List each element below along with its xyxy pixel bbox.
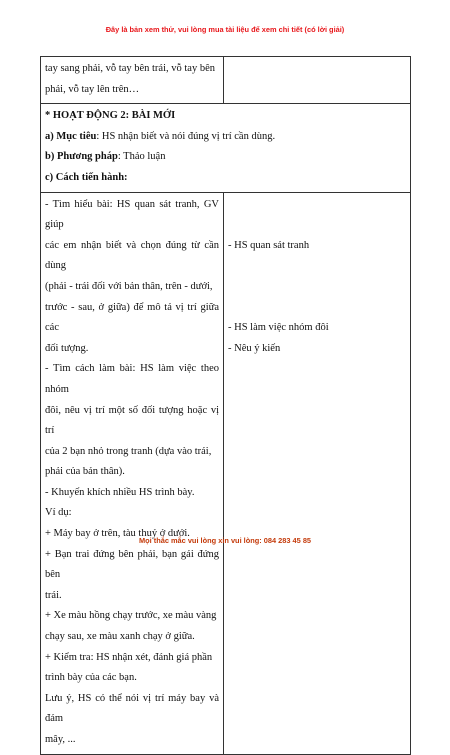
text-line: trái.	[45, 589, 62, 601]
footer-banner: Mọi thắc mắc vui lòng xin vui lòng: 084 283 45 85	[138, 536, 312, 545]
text-line: Lưu ý, HS có thể nói vị trí máy bay và đám	[45, 692, 219, 725]
text-line: mây, ...	[45, 734, 76, 745]
text-line: + Xe màu hồng chạy trước, xe màu vàng	[45, 610, 217, 622]
text-line	[228, 256, 406, 277]
section-row	[41, 104, 411, 192]
goal-label: a) Mục tiêu	[45, 130, 97, 142]
student-cell	[224, 57, 411, 104]
text-line	[228, 277, 406, 298]
text-line: phải, vỗ tay lên trên…	[45, 83, 140, 95]
text-line: - Tìm cách làm bài: HS làm việc theo nhóm	[45, 363, 219, 395]
method-label: b) Phương pháp	[45, 151, 118, 163]
text-line: tay sang phải, vỗ tay bên trái, vỗ tay bên	[45, 63, 215, 74]
text-line: - HS quan sát tranh	[228, 239, 310, 251]
goal-text: : HS nhận biết và nói đúng vị trí cần dùng.	[96, 130, 276, 142]
text-line	[228, 298, 406, 319]
text-line: chạy sau, xe màu xanh chạy ở giữa.	[45, 631, 195, 643]
section-title: * HOẠT ĐỘNG 2: BÀI MỚI	[45, 110, 176, 122]
method-text: : Thảo luận	[117, 151, 166, 163]
text-line: của 2 bạn nhỏ trong tranh (dựa vào trái,	[45, 445, 212, 457]
text-line	[228, 195, 406, 216]
text-line: trước - sau, ở giữa) để mô tả vị trí giữa các	[45, 301, 219, 334]
activity-cell	[41, 57, 224, 104]
table-row	[41, 57, 411, 104]
text-line: - HS làm việc nhóm đôi	[228, 322, 329, 334]
text-line: (phải - trái đối với bản thân, trên - dưới,	[45, 280, 213, 292]
text-line: đối tượng.	[45, 342, 89, 354]
activity-cell	[41, 192, 224, 754]
method-line	[45, 147, 406, 168]
text-line: + Kiểm tra: HS nhận xét, đánh giá phần	[45, 651, 213, 663]
text-line: - Tìm hiểu bài: HS quan sát tranh, GV giúp	[45, 198, 219, 231]
goal-line	[45, 127, 406, 148]
text-line: - Khuyến khích nhiều HS trình bày.	[45, 486, 195, 498]
text-line	[228, 215, 406, 236]
student-cell	[224, 192, 411, 754]
text-line: + Máy bay ở trên, tàu thuỷ ở dưới.	[45, 528, 190, 540]
text-line: - Nêu ý kiến	[228, 342, 281, 354]
text-line: trình bày của các bạn.	[45, 672, 137, 684]
text-line: Ví dụ:	[45, 507, 72, 519]
text-line: + Bạn trai đứng bên phải, bạn gái đứng bên	[45, 548, 219, 581]
lesson-table	[40, 56, 411, 755]
header-banner: Đây là bản xem thử, vui lòng mua tài liệu để xem chi tiết (có lời giải)	[105, 25, 345, 34]
table-row	[41, 192, 411, 754]
text-line: phải của bản thân).	[45, 466, 125, 478]
text-line: các em nhận biết và chọn đúng từ cần dùng	[45, 239, 219, 272]
process-label: c) Cách tiến hành:	[45, 171, 128, 183]
section-cell	[41, 104, 411, 192]
text-line: đôi, nêu vị trí một số đối tượng hoặc vị trí	[45, 404, 219, 437]
